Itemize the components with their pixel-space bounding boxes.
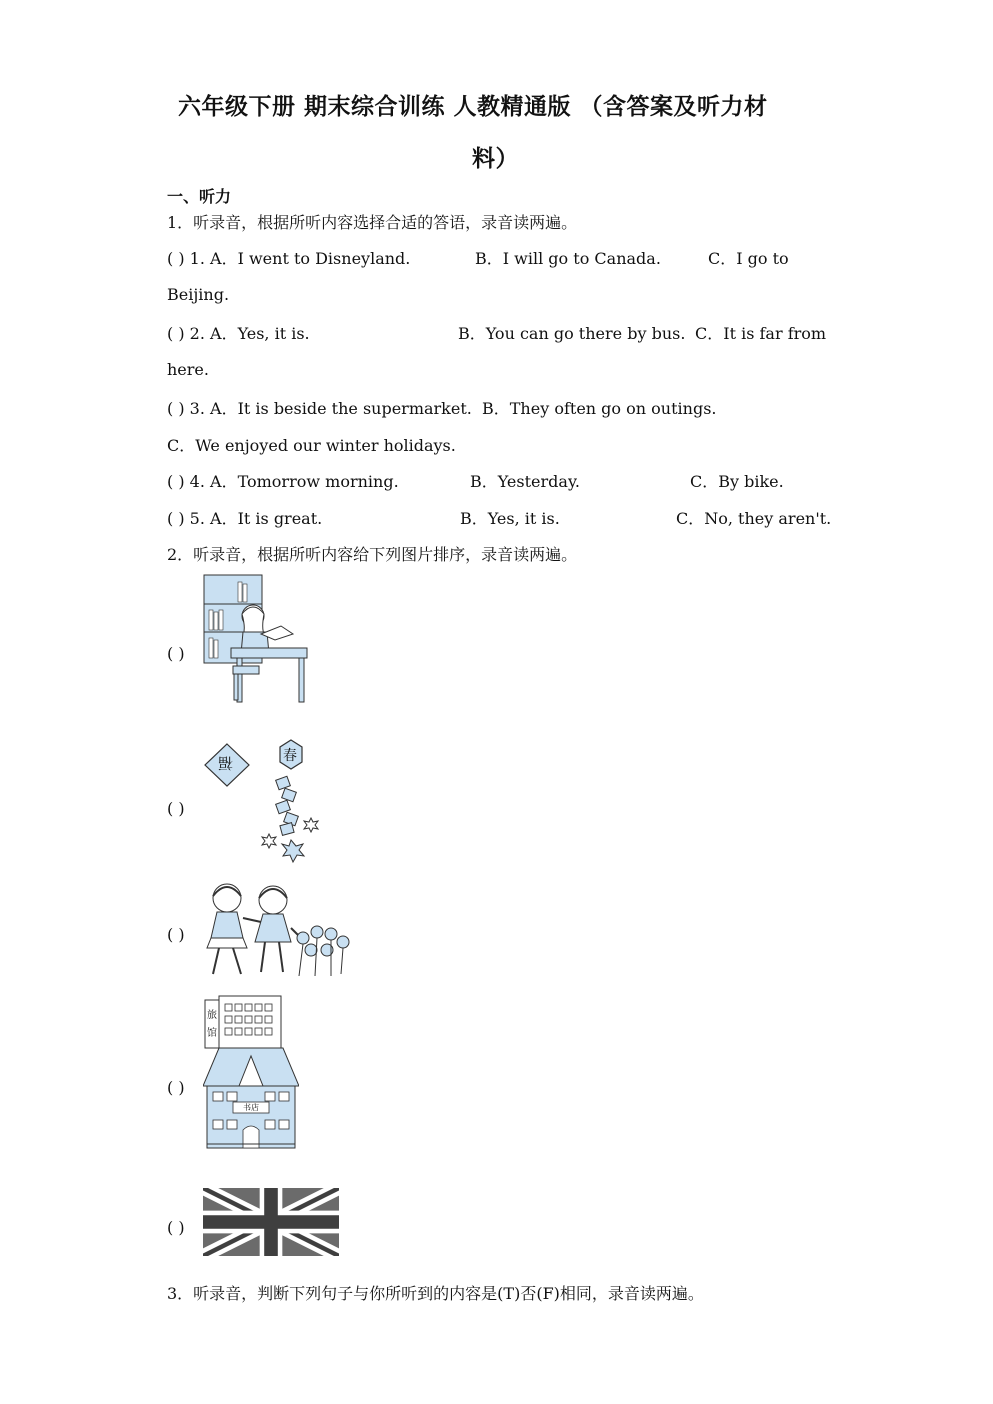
q2-instruction: 2．听录音，根据所听内容给下列图片排序，录音读两遍。 <box>167 545 578 564</box>
hotel-sign-char-2: 馆 <box>207 1028 217 1039</box>
bookstore-sign: 书店 <box>243 1103 259 1112</box>
q1-item-1-a: ( ) 1. A．I went to Disneyland. <box>167 249 411 268</box>
q1-item-4-c: C．By bike. <box>690 472 784 491</box>
q1-item-5-b: B．Yes, it is. <box>460 509 560 528</box>
q2-answer-paren-2: ( ) <box>167 799 185 818</box>
q1-item-3-c: C．We enjoyed our winter holidays. <box>167 436 456 455</box>
q1-item-4-b: B．Yesterday. <box>470 472 580 491</box>
q2-answer-paren-5: ( ) <box>167 1218 185 1237</box>
q1-instruction: 1．听录音，根据所听内容选择合适的答语，录音读两遍。 <box>167 213 578 232</box>
q2-answer-paren-4: ( ) <box>167 1078 185 1097</box>
q1-item-2-c-cont: here. <box>167 360 209 379</box>
q2-answer-paren-3: ( ) <box>167 925 185 944</box>
q1-item-5-c: C．No, they aren't. <box>676 509 832 528</box>
chun-character-sign: 春 <box>283 748 297 764</box>
q1-item-3-b: B．They often go on outings. <box>482 399 717 418</box>
q3-instruction: 3．听录音，判断下列句子与你所听到的内容是(T)否(F)相同，录音读两遍。 <box>167 1284 704 1303</box>
q1-item-5-a: ( ) 5. A．It is great. <box>167 509 323 528</box>
spring-festival-fireworks-icon <box>203 738 323 866</box>
q1-item-2-b: B．You can go there by bus. <box>458 324 686 343</box>
page-title-continued: 料） <box>472 146 519 172</box>
q1-item-1-c: C．I go to <box>708 249 789 268</box>
union-jack-flag-icon <box>203 1188 339 1256</box>
girl-reading-at-desk-icon <box>203 574 309 704</box>
hotel-sign-char-1: 旅 <box>207 1010 217 1021</box>
q1-item-1-c-cont: Beijing. <box>167 285 230 304</box>
fu-character-sign: 福 <box>218 754 234 772</box>
q1-item-2-a: ( ) 2. A．Yes, it is. <box>167 324 310 343</box>
q1-item-4-a: ( ) 4. A．Tomorrow morning. <box>167 472 399 491</box>
section-heading-listening: 一、听力 <box>167 187 232 206</box>
q1-item-1-b: B．I will go to Canada. <box>475 249 661 268</box>
girls-with-flowers-icon <box>203 878 353 980</box>
q2-answer-paren-1: ( ) <box>167 644 185 663</box>
hotel-and-bookstore-icon <box>203 994 299 1150</box>
page-title: 六年级下册 期末综合训练 人教精通版 （含答案及听力材 <box>178 94 768 120</box>
q1-item-2-c: C．It is far from <box>695 324 827 343</box>
q1-item-3-a: ( ) 3. A．It is beside the supermarket. <box>167 399 472 418</box>
